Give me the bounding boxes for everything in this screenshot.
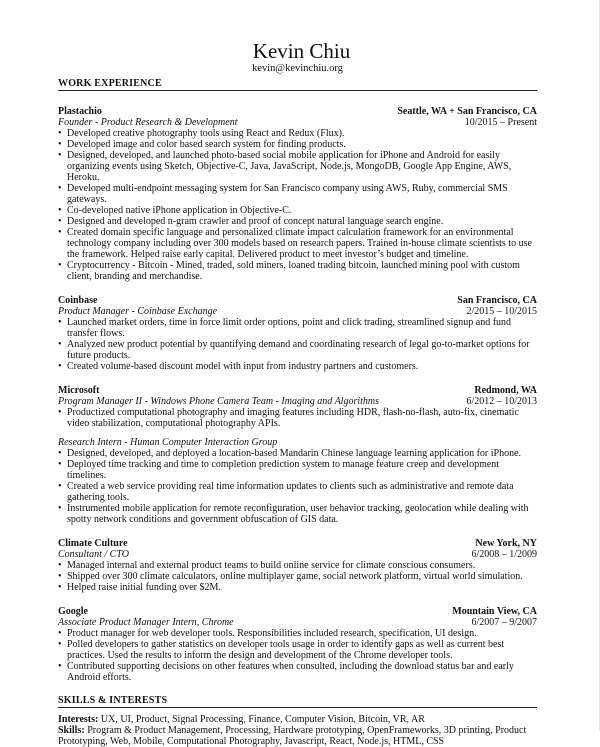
job-role: Consultant / CTO bbox=[58, 549, 129, 560]
job-role: Associate Product Manager Intern, Chrome bbox=[58, 617, 234, 628]
candidate-email[interactable]: kevin@kevinchiu.org bbox=[252, 63, 343, 74]
job-coinbase bbox=[58, 295, 537, 372]
list-item: • Cryptocurrency - Bitcoin - Mined, traded, sold miners, loaned trading bitcoin, launched mining pool with custom client, branding and merchandise. bbox=[58, 260, 537, 282]
job-location: New York, NY bbox=[475, 538, 537, 549]
job-location: Mountain View, CA bbox=[452, 606, 537, 617]
job-dates: 6/2008 – 1/2009 bbox=[471, 549, 537, 560]
job-google bbox=[58, 606, 537, 683]
list-item: • Designed, developed, and deployed a location-based Mandarin Chinese language learning application for iPhone. bbox=[58, 448, 537, 459]
company-name: Climate Culture bbox=[58, 538, 128, 549]
list-item: • Created domain specific language and personalized climate impact calculation framework for an environmental technology company including over 300 models based on research papers. Trained in-house climate scientists to use the framework. Helped raise early capital. Delivered product to meet investor’s budget and timeline. bbox=[58, 227, 537, 260]
list-item: • Instrumented mobile application for remote reconfiguration, user behavior tracking, geolocation while dealing with spotty network conditions and government obfuscation of GIS data. bbox=[58, 503, 537, 525]
job-location: Redmond, WA bbox=[474, 385, 537, 396]
list-item: • Launched market orders, time in force limit order options, point and click trading, streamlined signup and fund transfer flows. bbox=[58, 317, 537, 339]
list-item: • Designed and developed n-gram crawler and proof of concept natural language search engine. bbox=[58, 216, 537, 227]
job-role: Founder - Product Research & Development bbox=[58, 117, 238, 128]
job-climate-culture bbox=[58, 538, 537, 593]
work-experience-heading: WORK EXPERIENCE bbox=[58, 78, 537, 91]
list-item: • Product manager for web developer tools. Responsibilities included research, specification, UI design. bbox=[58, 628, 537, 639]
job-dates: 6/2012 – 10/2013 bbox=[466, 396, 537, 407]
list-item: • Helped raise initial funding over $2M. bbox=[58, 582, 537, 593]
job-subrole: Research Intern - Human Computer Interaction Group bbox=[58, 437, 278, 448]
job-bullets bbox=[58, 560, 537, 593]
list-item: • Designed, developed, and launched photo-based social mobile application for iPhone and Android for easily organizing events using Sketch, Objective-C, Java, JavaScript, Node.js, MongoDB, Google App Engine, AWS, Heroku. bbox=[58, 150, 537, 183]
skills-line bbox=[58, 725, 537, 747]
list-item: • Developed creative photography tools using React and Redux (Flux). bbox=[58, 128, 537, 139]
company-name: Microsoft bbox=[58, 385, 100, 396]
job-dates: 2/2015 – 10/2015 bbox=[466, 306, 537, 317]
job-role: Product Manager - Coinbase Exchange bbox=[58, 306, 218, 317]
list-item: • Contributed supporting decisions on other features when consulted, including the download status bar and early Android efforts. bbox=[58, 661, 537, 683]
skills-interests-heading: SKILLS & INTERESTS bbox=[58, 695, 537, 708]
list-item: • Created volume-based discount model with input from industry partners and customers. bbox=[58, 361, 537, 372]
candidate-name: Kevin Chiu bbox=[252, 39, 351, 63]
list-item: • Developed multi-endpoint messaging system for San Francisco company using AWS, Ruby, commercial SMS gateways. bbox=[58, 183, 537, 205]
job-location: Seattle, WA + San Francisco, CA bbox=[397, 106, 537, 117]
interests-line bbox=[58, 714, 537, 725]
job-bullets bbox=[58, 317, 537, 372]
list-item: • Analyzed new product potential by quantifying demand and coordinating research of legal go-to-market options for future products. bbox=[58, 339, 537, 361]
list-item: • Managed internal and external product teams to build online service for climate conscious consumers. bbox=[58, 560, 537, 571]
skills-text: Program & Product Management, Processing, Hardware prototyping, OpenFrameworks, 3D printing, Product Prototyping, Web, Mobile, Computational Photography, Javascript, React, Node.js, HTML, CSS bbox=[58, 725, 527, 747]
list-item: • Created a web service providing real time information updates to clients such as administrative and remote data gathering tools. bbox=[58, 481, 537, 503]
list-item: • Polled developers to gather statistics on developer tools usage in order to identify gaps as well as current best practices. Used the results to inform the design and development of the Chrome developer tools. bbox=[58, 639, 537, 661]
job-bullets bbox=[58, 407, 537, 429]
list-item: • Productized computational photography and imaging features including HDR, flash-no-flash, auto-fix, cinematic video stabilization, computational photography APIs. bbox=[58, 407, 537, 429]
list-item: • Shipped over 300 climate calculators, online multiplayer game, social network platform, virtual world simulation. bbox=[58, 571, 537, 582]
resume-header bbox=[58, 40, 537, 75]
job-dates: 6/2007 – 9/2007 bbox=[471, 617, 537, 628]
job-dates: 10/2015 – Present bbox=[464, 117, 537, 128]
skills-label: Skills: bbox=[58, 725, 85, 736]
skills-block bbox=[58, 714, 537, 747]
job-bullets bbox=[58, 628, 537, 683]
job-bullets bbox=[58, 128, 537, 282]
company-name: Coinbase bbox=[58, 295, 98, 306]
list-item: • Co-developed native iPhone application in Objective-C. bbox=[58, 205, 537, 216]
job-location: San Francisco, CA bbox=[457, 295, 537, 306]
company-name: Plastachio bbox=[58, 106, 102, 117]
subrole-bullets bbox=[58, 448, 537, 525]
job-microsoft bbox=[58, 385, 537, 525]
job-plastachio bbox=[58, 106, 537, 282]
job-role: Program Manager II - Windows Phone Camera Team - Imaging and Algorithms bbox=[58, 396, 380, 407]
interests-text: UX, UI, Product, Signal Processing, Finance, Computer Vision, Bitcoin, VR, AR bbox=[98, 714, 425, 725]
list-item: • Developed image and color based search system for finding products. bbox=[58, 139, 537, 150]
list-item: • Deployed time tracking and time to completion prediction system to manage feature creep and development timelines. bbox=[58, 459, 537, 481]
interests-label: Interests: bbox=[58, 714, 99, 725]
company-name: Google bbox=[58, 606, 88, 617]
